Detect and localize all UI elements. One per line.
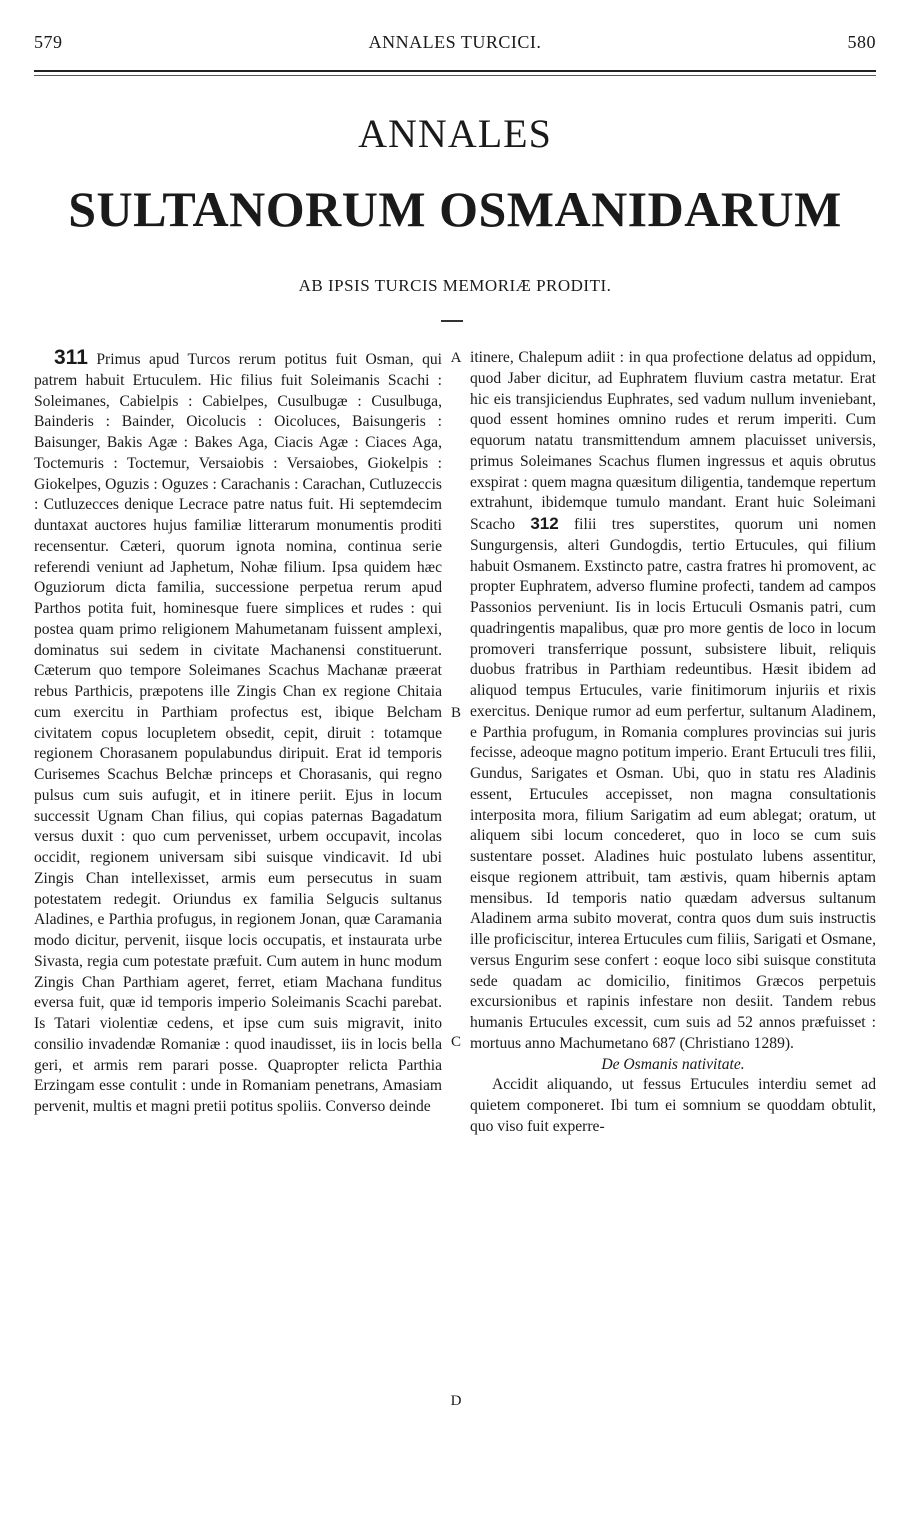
subtitle: AB IPSIS TURCIS MEMORIÆ PRODITI. [298,276,612,295]
title-line-2: SULTANORUM OSMANIDARUM [68,181,842,237]
paragraph-text: filii tres superstites, quorum uni nomen Sungurgensis, alteri Gundogdis, tertio Ertucules, qui filium habuit Osmanem. Exstincto patre, castra fratres hi promovent, ac propter Euphratem, adverso flumine profecti, tandem ad campos Passonios perveniunt. Iis in locis Ertuculi Osmanis patri, cum quadringentis mapalibus, quæ pro more gentis de loco in locum promoveri transferrique possunt, subsistere libuit, reliquis duobus fratribus in Parthiam redeuntibus. Hæsit ibidem ad aliquod tempus Ertucules, varie finitimorum injuriis et rixis exercitus. Denique rumor ad eum perfertur, sultanum Aladinem, e Parthia profugum, in Romania complures provincias sui juris fecisse, adeoque magno potitum imperio. Erant Ertuculi tres filii, Gundus, Sarigates et Osman. Ubi, quo in statu res Aladinis essent, Ertucules accepisset, non magna consultationis interposita mora, filium Sarigatim ad eum ablegat; oratum, ut aliquem sibi locum concederet, quo in loco se cum suis sustentare posset. Aladines huic postulato lubens assentitur, eisque regionem attribuit, tam æstivis, quam hibernis aptam mensibus. Id temporis natio quædam adversus sultanum Aladinem arma subito moverat, contra quos dum suis instructis ille proficiscitur, interea Ertucules cum filiis, Sarigati et Osmane, versus Engurim sese confert : eoque loco sibi suisque constituta sede quadam ac domicilio, finitimos Græcos perpetuis excursionibus et rapinis infestare non desiit. Tandem rebus humanis Ertucules excessit, cum suis ad 52 annos præfuisset : mortuus anno Machumetano 687 (Christiano 1289). [470,516,876,1052]
header-rule-thin [34,75,876,76]
page-number-right: 580 [847,32,876,52]
paragraph [34,348,442,1118]
title-line-1: ANNALES [358,111,552,156]
title-separator [441,320,463,322]
paragraph-text: Accidit aliquando, ut fessus Ertucules interdiu semet ad quietem componeret. Ibi tum ei somnium se quoddam obtulit, quo viso fuit experre- [470,1076,876,1135]
running-header [34,32,876,62]
section-number: 312 [530,514,559,533]
paragraph [470,1075,876,1137]
margin-marker-a: A [450,350,462,366]
paragraph-text: itinere, Chalepum adiit : in qua profectione delatus ad oppidum, quod Jaber dicitur, ad Euphratem fluvium castra metatur. Erat hic eis transjiciendus Euphrates, sed vadum nullum inveniebant, quod essent homines omnino rudes et rerum imperiti. Cum equorum natatu transmittendum amnem placuisset universis, primus Soleimanes Scachus flumen ingressus et aquis obrutus exspirat : quem magna quæsitum diligentia, tandemque repertum extrahunt, ibidemque tumulo mandant. Erant huic Soleimani Scacho [470,349,876,533]
right-column [470,348,876,1138]
page-number-left: 579 [34,32,63,52]
left-column [34,348,442,1118]
margin-marker-c: C [450,1034,461,1050]
paragraph [470,348,876,1055]
margin-marker-b: B [450,705,461,721]
margin-marker-d: D [450,1393,462,1409]
section-number: 311 [54,346,88,369]
subheading: De Osmanis nativitate. [601,1055,745,1073]
header-rule [34,70,876,72]
running-title: ANNALES TURCICI. [368,32,542,52]
paragraph-text: Primus apud Turcos rerum potitus fuit Osman, qui patrem habuit Ertuculem. Hic filius fuit Soleimanis Scachi : Soleimanes, Cabielpis : Cabielpes, Cusulbugæ : Cusulbuga, Bainderis : Bainder, Oicolucis : Oicoluces, Baisungeris : Baisunger, Bakis Agæ : Bakes Aga, Ciacis Agæ : Ciaces Aga, Toctemuris : Toctemur, Versaiobis : Versaiobes, Giokelpis : Giokelpes, Oguzis : Oguzes : Carachanis : Carachan, Cutluzeccis : Cutluzecces denique Lecrace patre natus fuit. Hi septemdecim duntaxat auctores hujus familiæ litterarum monumentis proditi recensentur. Cæteri, quorum ignota nomina, continua serie referendi veniunt ad Japhetum, Nohæ filium. Ipsa quidem hæc Oguziorum dicta familia, successione perpetua rerum apud Parthos potita fuit, hominesque fuere simplices et rudes : qui postea quam primo religionem Mahumetanam fuissent amplexi, dominatus sui sedem in civitate Machanensi constituerunt. Cæterum quo tempore Soleimanes Scachus Machanæ præerat rebus Parthicis, præpotens ille Zingis Chan ex regione Chitaia cum exercitu in Parthiam profectus est, ibique Belcham civitatem copus locupletem obsedit, cepit, diruit : totamque regionem Chorasanem populabundus diripuit. Erat id temporis Curisemes Scachus Belchæ princeps et Chorasanis, qui regno pulsus cum suis aufugit, et in itinere periit. Ejus in locum successit Ugnam Chan filius, qui copias paternas Bagadatum versus duxit : quo cum pervenisset, urbem occupavit, incolas occidit, regionem universam sibi suisque vindicavit. Id ubi Zingis Chan intellexisset, armis eum persecutus in suam potestatem redegit. Oriundus ex familia Selgucis sultanus Aladines, e Parthia profugus, in regionem Jonan, quæ Caramania modo dicitur, pervenit, iisque locis occupatis, et instaurata urbe Sivasta, regia cum potestate præfuit. Cum autem in hunc modum Zingis Chan Parthiam ageret, ferret, etiam Machana funditus eversa fuit, quæ id temporis imperio Soleimanis Scachi parebat. Is Tatari violentiæ cedens, et ipse cum suis migravit, inito consilio invadendæ Romaniæ : quod inaudisset, iis in locis bella geri, et armis rem parari posse. Quapropter relicta Parthia Erzingam esse contulit : unde in Romaniam penetrans, Amasiam pervenit, multis et magni pretii potitus spoliis. Converso deinde [34,351,442,1115]
